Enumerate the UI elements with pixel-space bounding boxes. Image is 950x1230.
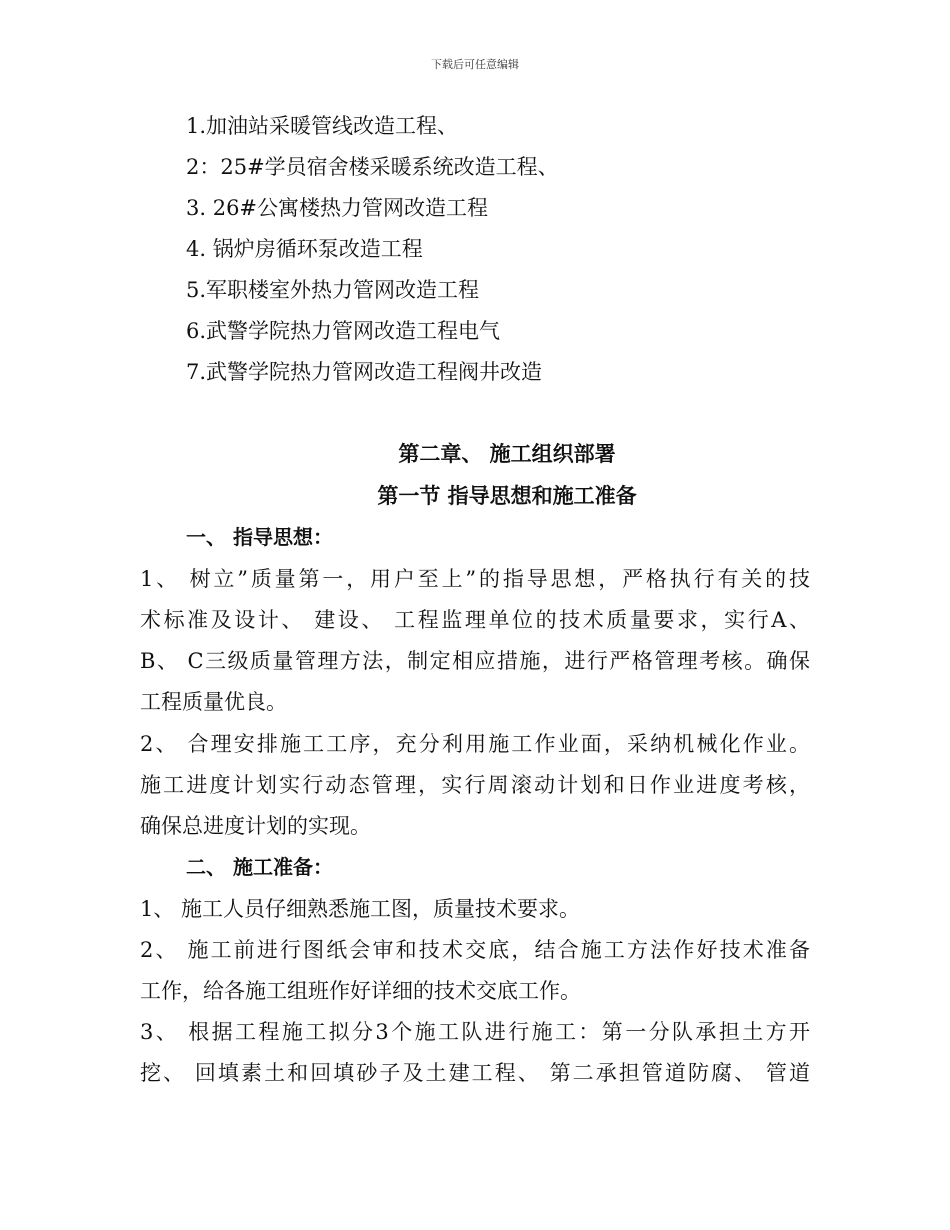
list-item: 5.军职楼室外热力管网改造工程 — [186, 278, 480, 302]
list-item: 6.武警学院热力管网改造工程电气 — [186, 319, 501, 343]
list-item: 3. 26#公寓楼热力管网改造工程 — [186, 196, 489, 220]
chapter-title: 第二章、 施工组织部署 — [398, 442, 616, 466]
list-item: 2：25#学员宿舍楼采暖系统改造工程、 — [186, 155, 559, 179]
paragraph-line: 工程质量优良。 — [140, 690, 287, 714]
paragraph-line: 工作，给各施工组班作好详细的技术交底工作。 — [140, 979, 581, 1003]
paragraph-line: 1、 施工人员仔细熟悉施工图，质量技术要求。 — [140, 897, 581, 921]
page-header: 下载后可任意编辑 — [431, 58, 519, 71]
paragraph-line: 2、 合理安排施工工序，充分利用施工作业面，采纳机械化作业。 — [140, 732, 810, 756]
paragraph-line: 术标准及设计、 建设、 工程监理单位的技术质量要求，实行A、 — [140, 608, 810, 632]
paragraph-line: 施工进度计划实行动态管理，实行周滚动计划和日作业进度考核， — [140, 773, 810, 797]
paragraph-line: B、 C三级质量管理方法，制定相应措施，进行严格管理考核。确保 — [140, 649, 810, 673]
list-item: 7.武警学院热力管网改造工程阀井改造 — [186, 360, 543, 384]
list-item: 4. 锅炉房循环泵改造工程 — [186, 237, 423, 261]
paragraph-line: 1、 树立”质量第一，用户至上”的指导思想，严格执行有关的技 — [140, 567, 810, 591]
subsection-title-preparation: 二、 施工准备： — [186, 855, 333, 879]
paragraph-line: 确保总进度计划的实现。 — [140, 814, 371, 838]
paragraph-line: 挖、 回填素土和回填砂子及土建工程、 第二承担管道防腐、 管道 — [140, 1061, 810, 1085]
paragraph-line: 2、 施工前进行图纸会审和技术交底，结合施工方法作好技术准备 — [140, 938, 810, 962]
list-item: 1.加油站采暖管线改造工程、 — [186, 114, 459, 138]
subsection-title-guiding: 一、 指导思想： — [186, 525, 333, 549]
section-title: 第一节 指导思想和施工准备 — [377, 484, 637, 508]
paragraph-line: 3、 根据工程施工拟分3个施工队进行施工：第一分队承担土方开 — [140, 1020, 810, 1044]
